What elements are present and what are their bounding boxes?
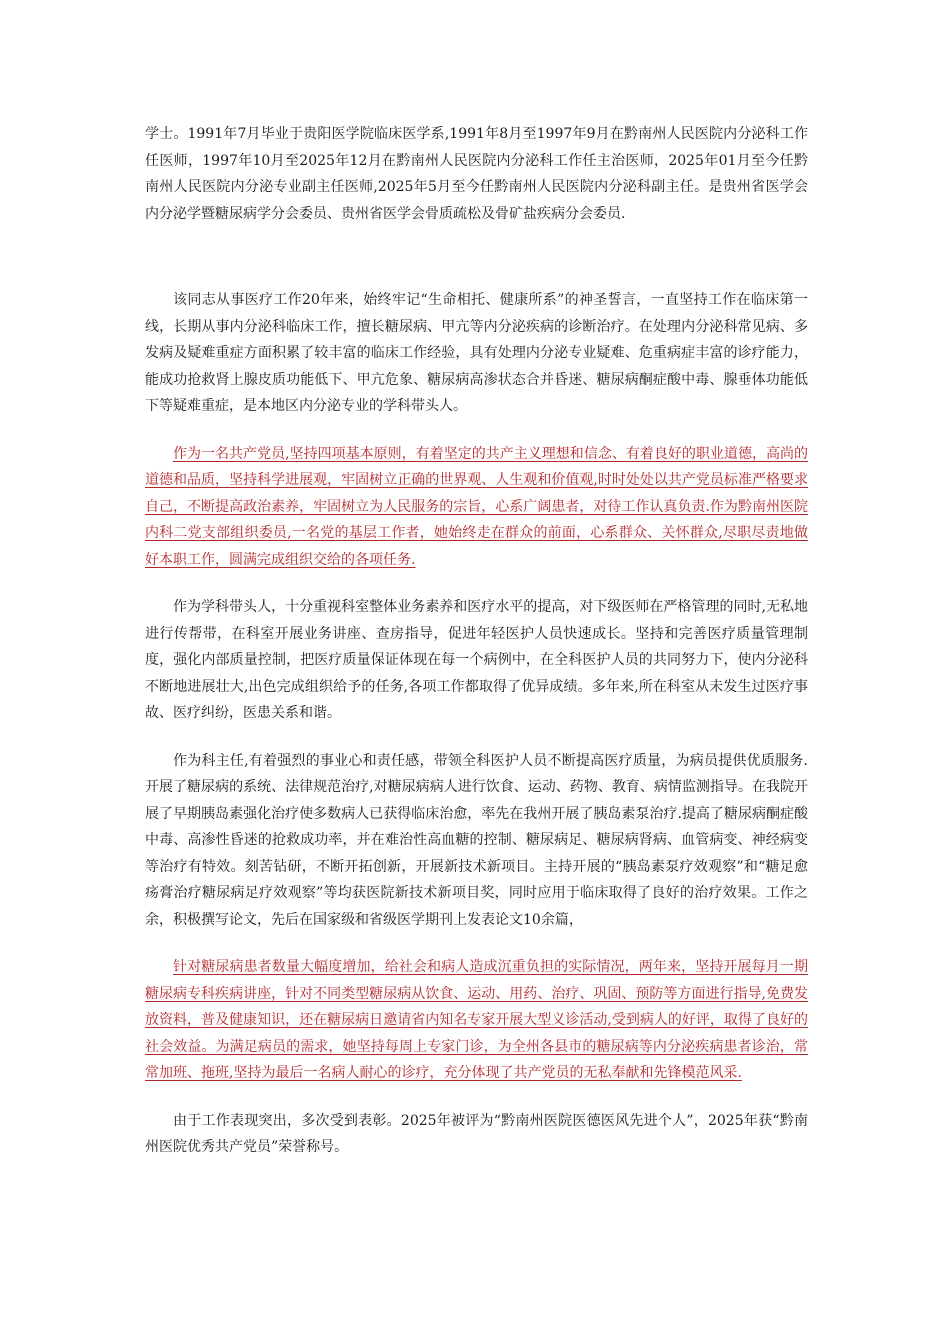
paragraph-discipline-leader: 作为学科带头人，十分重视科室整体业务素养和医疗水平的提高，对下级医师在严格管理的同时,无私地进行传帮带，在科室开展业务讲座、查房指导，促进年轻医护人员快速成长。坚持和完善医疗质量管理制度，强化内部质量控制，把医疗质量保证体现在每一个病例中，在全科医护人员的共同努力下，使内分泌科不断地进展壮大,出色完成组织给予的任务,各项工作都取得了优异成绩。多年来,所在科室从未发生过医疗事故、医疗纠纷，医患关系和谐。 bbox=[145, 599, 808, 721]
document-page bbox=[145, 121, 808, 1161]
paragraph-honors: 由于工作表现突出，多次受到表彰。2025年被评为“黔南州医院医德医风先进个人”，2025年获“黔南州医院优秀共产党员”荣誉称号。 bbox=[145, 1112, 808, 1155]
paragraph-education-career: 学士。1991年7月毕业于贵阳医学院临床医学系,1991年8月至1997年9月在黔南州人民医院内分泌科工作任医师，1997年10月至2025年12月在黔南州人民医院内分泌科工作任主治医师，2025年01月至今任黔南州人民医院内分泌专业副主任医师,2025年5月至今任黔南州人民医院内分泌科副主任。是贵州省医学会内分泌学暨糖尿病学分会委员、贵州省医学会骨质疏松及骨矿盐疾病分会委员. bbox=[145, 126, 808, 222]
paragraph-party-member: 作为一名共产党员,坚持四项基本原则，有着坚定的共产主义理想和信念、有着良好的职业道德，高尚的道德和品质，坚持科学进展观，牢固树立正确的世界观、人生观和价值观,时时处处以共产党员标准严格要求自己，不断提高政治素养，牢固树立为人民服务的宗旨，心系广阔患者，对待工作认真负责.作为黔南州医院内科二党支部组织委员,一名党的基层工作者，她始终走在群众的前面，心系群众、关怀群众,尽职尽责地做好本职工作，圆满完成组织交给的各项任务. bbox=[145, 445, 808, 568]
paragraph-medical-work: 该同志从事医疗工作20年来，始终牢记“生命相托、健康所系”的神圣誓言，一直坚持工作在临床第一线，长期从事内分泌科临床工作，擅长糖尿病、甲亢等内分泌疾病的诊断治疗。在处理内分泌科常见病、多发病及疑难重症方面积累了较丰富的临床工作经验，具有处理内分泌专业疑难、危重病症丰富的诊疗能力，能成功抢救肾上腺皮质功能低下、甲亢危象、糖尿病高渗状态合并昏迷、糖尿病酮症酸中毒、腺垂体功能低下等疑难重症，是本地区内分泌专业的学科带头人。 bbox=[145, 292, 808, 414]
paragraph-diabetes-outreach: 针对糖尿病患者数量大幅度增加，给社会和病人造成沉重负担的实际情况，两年来，坚持开展每月一期糖尿病专科疾病讲座，针对不同类型糖尿病从饮食、运动、用药、治疗、巩固、预防等方面进行指导,免费发放资料，普及健康知识，还在糖尿病日邀请省内知名专家开展大型义诊活动,受到病人的好评，取得了良好的社会效益。为满足病员的需求，她坚持每周上专家门诊，为全州各县市的糖尿病等内分泌疾病患者诊治，常常加班、拖班,坚持为最后一名病人耐心的诊疗，充分体现了共产党员的无私奉献和先锋模范风采. bbox=[145, 959, 808, 1081]
paragraph-department-director: 作为科主任,有着强烈的事业心和责任感，带领全科医护人员不断提高医疗质量，为病员提供优质服务.开展了糖尿病的系统、法律规范治疗,对糖尿病病人进行饮食、运动、药物、教育、病情监测指导。在我院开展了早期胰岛素强化治疗使多数病人已获得临床治愈，率先在我州开展了胰岛素泵治疗.提高了糖尿病酮症酸中毒、高渗性昏迷的抢救成功率，并在难治性高血糖的控制、糖尿病足、糖尿病肾病、血管病变、神经病变等治疗有特效。刻苦钻研，不断开拓创新，开展新技术新项目。主持开展的“胰岛素泵疗效观察”和“糖足愈疡膏治疗糖尿病足疗效观察”等均获医院新技术新项目奖，同时应用于临床取得了良好的治疗效果。工作之余，积极撰写论文，先后在国家级和省级医学期刊上发表论文10余篇， bbox=[145, 752, 808, 928]
